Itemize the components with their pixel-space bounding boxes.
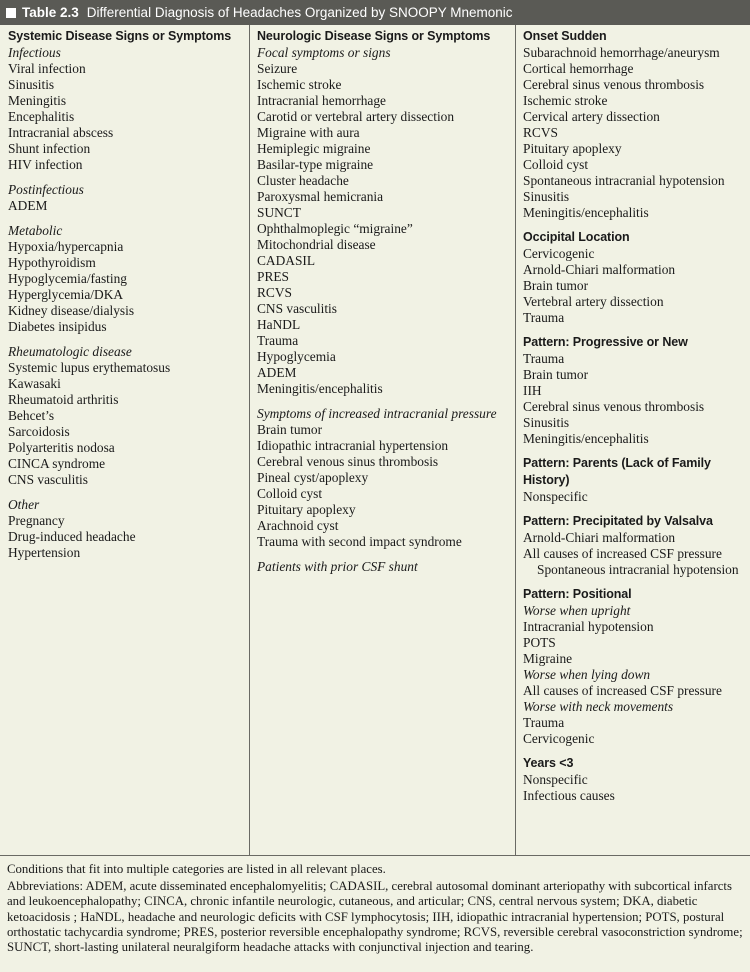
list-item: Meningitis/encephalitis xyxy=(257,381,383,396)
list-item: Pituitary apoplexy xyxy=(257,502,356,517)
list-item: Encephalitis xyxy=(8,109,75,124)
list-item: Ophthalmoplegic “migraine” xyxy=(257,221,413,236)
category-group xyxy=(257,45,515,397)
list-item: Intracranial abscess xyxy=(8,125,114,140)
list-item: Brain tumor xyxy=(257,422,323,437)
square-bullet-icon xyxy=(6,8,16,18)
list-item: Carotid or vertebral artery dissection xyxy=(257,109,455,124)
list-item: Cervicogenic xyxy=(523,246,595,261)
list-item: Hypoxia/hypercapnia xyxy=(8,239,124,254)
list-item: Migraine xyxy=(523,651,573,666)
subsection-label: Worse when lying down xyxy=(523,667,651,682)
category-group xyxy=(8,344,249,488)
list-item: Seizure xyxy=(257,61,298,76)
list-item: Sinusitis xyxy=(523,415,570,430)
category-label: Postinfectious xyxy=(8,182,84,197)
list-item: Rheumatoid arthritis xyxy=(8,392,119,407)
footer-abbreviations: Abbreviations: ADEM, acute disseminated encephalomyelitis; CADASIL, cerebral autosomal dominant arteriopathy with subcortical infarcts and leukoencephalopathy; CINCA, chronic infantile neurologic, cutaneous, and articular; CNS, central nervous system; DKA, diabetic ketoacidosis ; HaNDL, headache and neurologic deficits with CSF lymphocytosis; IIH, idiopathic intracranial hypertension; POTS, postural orthostatic tachycardia syndrome; PRES, posterior reversible encephalopathy syndrome; RCVS, reversible cerebral vasoconstriction syndrome; SUNCT, short-lasting unilateral neuralgiform headache attacks with conjunctival injection and tearing. xyxy=(7,879,743,955)
list-item: Meningitis/encephalitis xyxy=(523,431,649,446)
list-item: CADASIL xyxy=(257,253,316,268)
list-item: CNS vasculitis xyxy=(257,301,337,316)
list-item: Shunt infection xyxy=(8,141,91,156)
list-item: Trauma xyxy=(257,333,299,348)
section-header: Occipital Location xyxy=(523,230,630,244)
list-item: Trauma xyxy=(523,351,565,366)
list-item: Meningitis/encephalitis xyxy=(523,205,649,220)
category-label: Focal symptoms or signs xyxy=(257,45,391,60)
list-item: ADEM xyxy=(8,198,48,213)
category-group xyxy=(257,559,515,575)
list-item: ADEM xyxy=(257,365,297,380)
list-item: Brain tumor xyxy=(523,367,589,382)
category-group xyxy=(8,182,249,214)
list-item: Colloid cyst xyxy=(523,157,589,172)
section-header: Pattern: Progressive or New xyxy=(523,335,688,349)
list-item: Hypertension xyxy=(8,545,81,560)
list-item: RCVS xyxy=(257,285,292,300)
table-title: Differential Diagnosis of Headaches Organized by SNOOPY Mnemonic xyxy=(86,5,513,20)
list-item: Drug-induced headache xyxy=(8,529,136,544)
list-item: Cerebral venous sinus thrombosis xyxy=(257,454,439,469)
column-snoopy-other xyxy=(515,25,750,855)
list-item: Arachnoid cyst xyxy=(257,518,339,533)
column-body xyxy=(257,45,515,575)
section-header: Years <3 xyxy=(523,756,574,770)
list-item: Nonspecific xyxy=(523,772,588,787)
subsection-label: Worse with neck movements xyxy=(523,699,674,714)
subsection-label: Worse when upright xyxy=(523,603,631,618)
list-item: Hypoglycemia xyxy=(257,349,336,364)
list-item: Trauma xyxy=(523,310,565,325)
list-item: Basilar-type migraine xyxy=(257,157,374,172)
list-item: Spontaneous intracranial hypotension xyxy=(537,562,739,577)
table-number: Table 2.3 xyxy=(22,5,79,20)
list-item: Trauma with second impact syndrome xyxy=(257,534,462,549)
list-item: All causes of increased CSF pressure xyxy=(523,683,722,698)
list-item: IIH xyxy=(523,383,542,398)
list-item: Hyperglycemia/DKA xyxy=(8,287,124,302)
list-item: Diabetes insipidus xyxy=(8,319,107,334)
list-item: Pineal cyst/apoplexy xyxy=(257,470,369,485)
list-item: Trauma xyxy=(523,715,565,730)
list-item: Meningitis xyxy=(8,93,67,108)
list-item: Sinusitis xyxy=(523,189,570,204)
column-systemic xyxy=(0,25,249,855)
column-neurologic xyxy=(249,25,515,855)
category-label: Other xyxy=(8,497,40,512)
category-group xyxy=(8,45,249,173)
list-item: Arnold-Chiari malformation xyxy=(523,262,676,277)
list-item: Infectious causes xyxy=(523,788,615,803)
list-item: Migraine with aura xyxy=(257,125,360,140)
list-item: Nonspecific xyxy=(523,489,588,504)
list-item: Hypoglycemia/fasting xyxy=(8,271,127,286)
section-header: Pattern: Precipitated by Valsalva xyxy=(523,514,713,528)
list-item: Spontaneous intracranial hypotension xyxy=(523,173,725,188)
list-item: Cervical artery dissection xyxy=(523,109,660,124)
section-header: Pattern: Positional xyxy=(523,587,632,601)
category-label: Symptoms of increased intracranial pressure xyxy=(257,406,497,421)
list-item: Polyarteritis nodosa xyxy=(8,440,115,455)
list-item: Brain tumor xyxy=(523,278,589,293)
column-body xyxy=(8,45,249,561)
diagnosis-table xyxy=(0,25,750,856)
list-item: Pituitary apoplexy xyxy=(523,141,622,156)
list-item: Ischemic stroke xyxy=(523,93,608,108)
list-item: CINCA syndrome xyxy=(8,456,106,471)
list-item: PRES xyxy=(257,269,290,284)
list-item: Cerebral sinus venous thrombosis xyxy=(523,77,705,92)
category-label: Metabolic xyxy=(8,223,63,238)
list-item: Hypothyroidism xyxy=(8,255,96,270)
list-item: Colloid cyst xyxy=(257,486,323,501)
list-item: Pregnancy xyxy=(8,513,65,528)
list-item: Idiopathic intracranial hypertension xyxy=(257,438,449,453)
list-item: Systemic lupus erythematosus xyxy=(8,360,171,375)
list-item: Intracranial hemorrhage xyxy=(257,93,386,108)
list-item: Paroxysmal hemicrania xyxy=(257,189,384,204)
list-item: Sinusitis xyxy=(8,77,55,92)
column-header: Systemic Disease Signs or Symptoms xyxy=(8,29,232,43)
list-item: Arnold-Chiari malformation xyxy=(523,530,676,545)
section-header: Onset Sudden xyxy=(523,29,607,43)
table-title-bar xyxy=(0,0,750,25)
footer-note: Conditions that fit into multiple categories are listed in all relevant places. xyxy=(7,862,386,876)
list-item: Subarachnoid hemorrhage/aneurysm xyxy=(523,45,720,60)
list-item: POTS xyxy=(523,635,556,650)
list-item: All causes of increased CSF pressure xyxy=(523,546,722,561)
category-group xyxy=(8,223,249,335)
category-label: Patients with prior CSF shunt xyxy=(257,559,418,574)
list-item: Cluster headache xyxy=(257,173,349,188)
list-item: Intracranial hypotension xyxy=(523,619,654,634)
section-header: Pattern: Parents (Lack of Family History) xyxy=(523,456,711,487)
column-header: Neurologic Disease Signs or Symptoms xyxy=(257,29,491,43)
list-item: SUNCT xyxy=(257,205,301,220)
table-footer xyxy=(7,862,744,957)
list-item: Mitochondrial disease xyxy=(257,237,376,252)
list-item: Hemiplegic migraine xyxy=(257,141,371,156)
category-group xyxy=(257,406,515,550)
list-item: HaNDL xyxy=(257,317,301,332)
category-label: Infectious xyxy=(8,45,61,60)
list-item: Cervicogenic xyxy=(523,731,595,746)
list-item: Kidney disease/dialysis xyxy=(8,303,135,318)
list-item: HIV infection xyxy=(8,157,83,172)
list-item: Cerebral sinus venous thrombosis xyxy=(523,399,705,414)
list-item: Behcet’s xyxy=(8,408,55,423)
list-item: Viral infection xyxy=(8,61,86,76)
list-item: Sarcoidosis xyxy=(8,424,70,439)
list-item: Cortical hemorrhage xyxy=(523,61,634,76)
category-label: Rheumatologic disease xyxy=(8,344,132,359)
list-item: Vertebral artery dissection xyxy=(523,294,664,309)
category-group xyxy=(8,497,249,561)
list-item: Ischemic stroke xyxy=(257,77,342,92)
list-item: CNS vasculitis xyxy=(8,472,88,487)
list-item: RCVS xyxy=(523,125,558,140)
list-item: Kawasaki xyxy=(8,376,61,391)
